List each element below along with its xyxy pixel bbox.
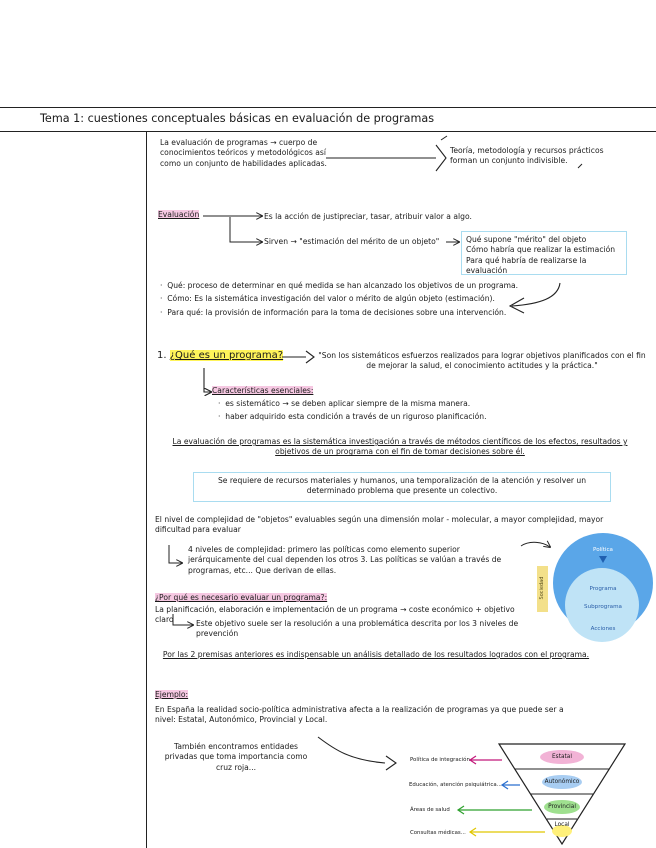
ejemplo-entidades: También encontramos entidades privadas que toma importancia como cruz roja... [164,742,308,772]
level-provincial: Provincial [548,804,576,810]
tick-mark-1 [441,136,447,140]
level-left-local: Consultas médicas... [410,830,466,836]
evaluacion-def: Es la acción de justipreciar, tasar, atribuir valor a algo. [264,212,472,221]
ejemplo-text: En España la realidad socio-política administrativa afecta a la realización de programas ya que puede ser a nivel: Estatal, Autonómico, Provincial y Local. [155,705,564,725]
ejemplo-label-text: Ejemplo: [155,690,189,699]
sirven-arrow [230,217,262,242]
level-left-estatal: Política de integración [410,757,470,763]
intro-note: Teoría, metodología y recursos prácticos forman un conjunto indivisible. [450,146,604,166]
to-venn-arrow [521,542,550,547]
evaluacion-sirven: Sirven → "estimación del mérito de un objeto" [264,237,440,246]
bullet-como: · Cómo: Es la sistemática investigación del valor o mérito de algún objeto (estimación). [160,294,495,304]
por-que-conclusion: Por las 2 premisas anteriores es indispensable un análisis detallado de los resultados logrados con el programa. [162,650,590,659]
level-local: Local [554,822,570,828]
intro-arrow-head-icon [436,145,446,171]
programa-question: ¿Qué es un programa? [169,350,284,361]
level-left-autonomico: Educación, atención psiquiátrica... [409,782,502,788]
programa-def: La evaluación de programas es la sistemática investigación a través de métodos científicos de los efectos, resultados y objetivos de un programa con el fin de tomar decisiones sobre él. [172,437,628,457]
entidades-arrow [318,737,385,763]
complejidad-niveles: 4 niveles de complejidad: primero las políticas como elemento superior jerárquicamente del cual dependen los otros 3. Las políticas se valúan a través de programas, etc... Que derivan de ellas. [188,545,502,575]
evaluacion-label-text: Evaluación [158,210,200,219]
programa-number: 1. [157,350,167,361]
venn-politica: Política [593,547,613,553]
por-que-text-1: La planificación, elaboración e implementación de un programa → coste económico + objetivo claro [155,605,515,625]
recursos-box: Se requiere de recursos materiales y humanos, una temporalización de la atención y resolver un determinado problema que presente un colectivo. [193,472,611,502]
por-que-label-text: ¿Por qué es necesario evaluar un programa?: [155,593,328,602]
venn-programa: Programa [589,586,617,592]
por-que-arrow [173,614,193,625]
curved-return-arrow [512,283,560,306]
venn-subprograma: Subprograma [584,604,622,610]
level-autonomico: Autonómico [544,779,580,785]
venn-acciones: Acciones [590,626,616,632]
page-title: Tema 1: cuestiones conceptuales básicas en evaluación de programas [40,112,435,125]
merito-line-3: Para qué habría de realizarse la evaluación [466,255,587,276]
programa-quote: "Son los sistemáticos esfuerzos realizados para lograr objetivos planificados con el fin de mejorar la salud, el conocimiento actitudes y la práctica." [318,351,646,371]
entidades-arrow-head-icon [386,756,396,770]
caracteristicas-label-text: Características esenciales: [212,386,314,395]
programa-arrow-head-icon [306,351,314,363]
caracteristica-1: · es sistemático → se deben aplicar siempre de la misma manera. [218,399,471,408]
caracteristica-2: · haber adquirido esta condición a través de un riguroso planificación. [218,412,487,422]
tick-mark-2 [578,164,582,168]
bullet-que: · Qué: proceso de determinar en qué medida se han alcanzado los objetivos de un programa. [160,281,519,290]
complejidad-text: El nivel de complejidad de "objetos" evaluables según una dimensión molar - molecular, a mayor complejidad, mayor dificultad para evaluar [155,515,604,535]
merito-line-2: Cómo habría que realizar la estimación [466,245,616,255]
level-estatal: Estatal [552,754,572,760]
venn-sociedad-label: Sociedad [539,576,545,600]
intro-definition: La evaluación de programas → cuerpo de conocimientos teóricos y metodológicos así como un conjunto de habilidades aplicadas. [160,138,327,168]
niveles-arrow [169,545,182,563]
bullet-paraque: · Para qué: la provisión de información para la toma de decisiones sobre una intervención. [160,307,507,317]
caracteristicas-arrow [204,368,211,392]
level-left-provincial: Áreas de salud [410,807,450,813]
merito-line-1: Qué supone "mérito" del objeto [466,235,587,244]
por-que-text-2: Este objetivo suele ser la resolución a una problemática descrita por los 3 niveles de prevención [196,619,519,639]
